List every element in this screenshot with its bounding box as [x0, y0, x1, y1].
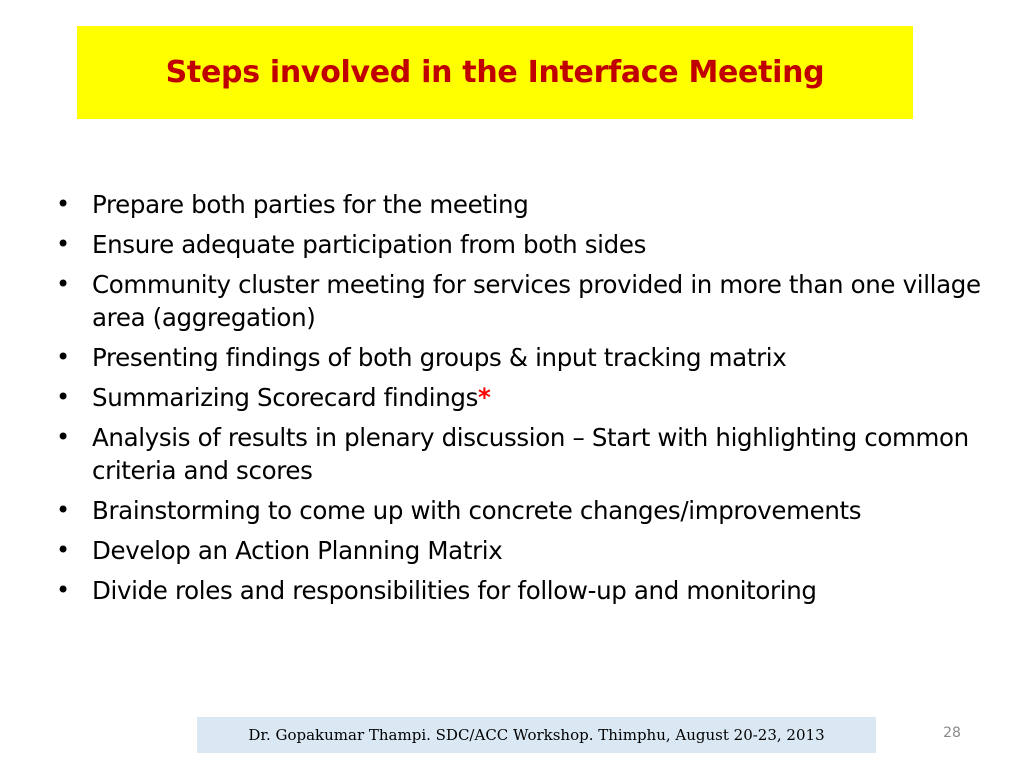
bullet-item [52, 534, 1012, 567]
bullet-text: Analysis of results in plenary discussion – Start with highlighting common criteria and scores [92, 423, 969, 485]
bullet-dot-icon: • [56, 190, 70, 218]
bullet-dot-icon: • [56, 496, 70, 524]
bullet-dot-icon: • [56, 423, 70, 451]
bullet-text: Develop an Action Planning Matrix [92, 536, 503, 565]
footnote-asterisk: * [478, 383, 491, 412]
bullet-item [52, 188, 1012, 221]
page-number: 28 [943, 725, 961, 741]
title-banner [77, 26, 913, 119]
slide-title: Steps involved in the Interface Meeting [165, 55, 825, 90]
footer-banner [197, 717, 876, 753]
bullet-text: Community cluster meeting for services provided in more than one village area (aggregation) [92, 270, 981, 332]
bullet-item [52, 574, 1012, 607]
bullet-dot-icon: • [56, 383, 70, 411]
bullet-text: Summarizing Scorecard findings [92, 383, 478, 412]
bullet-list [52, 188, 1012, 614]
bullet-item [52, 421, 1012, 487]
bullet-text: Brainstorming to come up with concrete changes/improvements [92, 496, 862, 525]
bullet-item [52, 228, 1012, 261]
bullet-dot-icon: • [56, 576, 70, 604]
bullet-text: Divide roles and responsibilities for follow-up and monitoring [92, 576, 817, 605]
bullet-item [52, 268, 1012, 334]
bullet-text: Ensure adequate participation from both sides [92, 230, 646, 259]
bullet-dot-icon: • [56, 270, 70, 298]
bullet-dot-icon: • [56, 230, 70, 258]
footer-text: Dr. Gopakumar Thampi. SDC/ACC Workshop. Thimphu, August 20-23, 2013 [248, 726, 825, 744]
bullet-dot-icon: • [56, 536, 70, 564]
bullet-item [52, 381, 1012, 414]
bullet-item [52, 341, 1012, 374]
bullet-text: Prepare both parties for the meeting [92, 190, 529, 219]
bullet-dot-icon: • [56, 343, 70, 371]
bullet-text: Presenting findings of both groups & input tracking matrix [92, 343, 787, 372]
bullet-item [52, 494, 1012, 527]
